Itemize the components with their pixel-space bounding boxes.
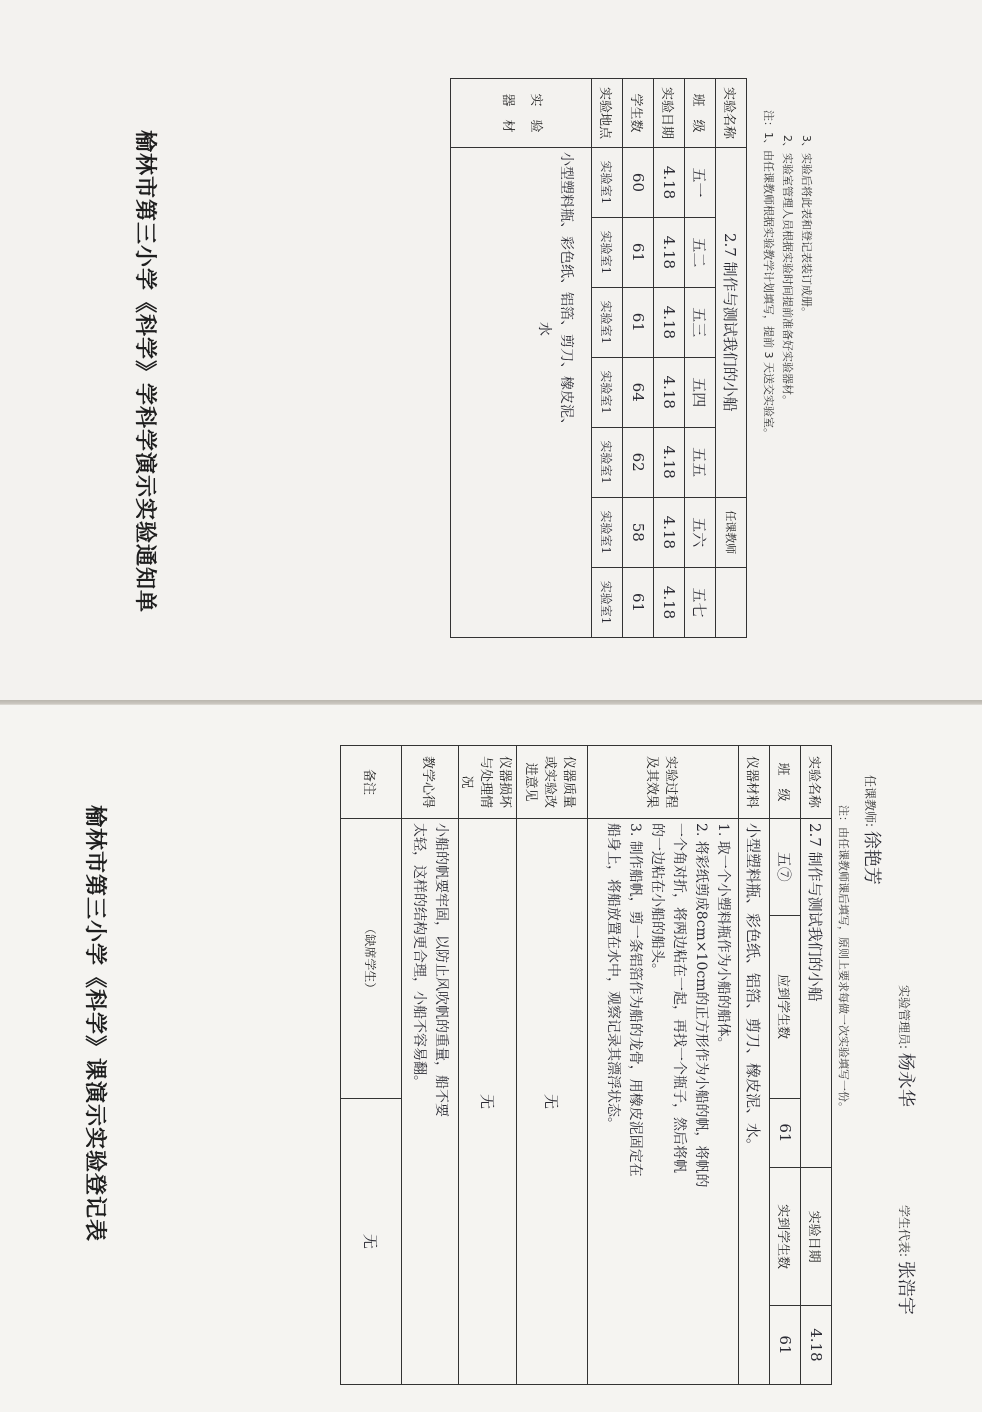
class-cell: 五七 — [685, 568, 716, 638]
rep-name: 张浩宇 — [895, 1260, 916, 1315]
date-cell: 4.18 — [654, 568, 685, 638]
class-cell: 五一 — [685, 148, 716, 218]
date-cell: 4.18 — [654, 497, 685, 567]
materials-cell — [451, 148, 592, 638]
record-date: 4.18 — [801, 1305, 832, 1384]
notice-note: 3、实验后将此表和登记表装订成册。 — [800, 135, 813, 318]
process-line: 的一边粘在小船的船头。 — [649, 823, 665, 977]
rep-label: 学生代表: — [897, 1205, 911, 1258]
process-line: 2. 将彩纸剪成8cm×10cm的正方形作为小船的帆，将帆的 — [693, 823, 709, 1188]
teacher-cell — [716, 568, 747, 638]
label-quality: 仪器质量或实验改进意见 — [517, 746, 588, 819]
record-materials: 小型塑料瓶、彩色纸、铝箔、剪刀、橡皮泥、水。 — [739, 819, 770, 1385]
students-cell: 60 — [623, 148, 654, 218]
notice-table — [450, 78, 747, 638]
record-sheet — [0, 704, 982, 1412]
label-reflection: 教学心得 — [402, 746, 459, 819]
process-line: 3. 制作船帆，剪一条铝箔作为船的龙骨，用橡皮泥固定在 — [627, 823, 643, 1177]
record-note: 注：由任课教师课后填写，原则上要求每做一次实验填写一份。 — [837, 805, 850, 1113]
students-cell: 62 — [623, 427, 654, 497]
label-experiment-name: 实验名称 — [716, 79, 747, 148]
process-line: 1. 取一个小塑料瓶作为小船的船体。 — [715, 823, 731, 1051]
reflection-line: 小船的帆要牢固，以防止风吹帆的重量，船不要 — [433, 823, 449, 1117]
label-class: 班 级 — [770, 746, 801, 819]
class-cell: 五二 — [685, 217, 716, 287]
student-rep-signature — [894, 1205, 920, 1315]
location-cell: 实验室1 — [592, 568, 623, 638]
students-cell: 61 — [623, 217, 654, 287]
label-damage: 仪器损坏与处理情况 — [459, 746, 517, 819]
label-students: 学生数 — [623, 79, 654, 148]
label-teacher: 任课教师 — [716, 497, 747, 567]
class-cell: 五四 — [685, 357, 716, 427]
record-quality: 无 — [517, 819, 588, 1385]
teacher-signature — [860, 775, 886, 885]
record-damage: 无 — [459, 819, 517, 1385]
materials-line: 水 — [536, 322, 552, 336]
record-reflection — [402, 819, 459, 1385]
date-cell: 4.18 — [654, 148, 685, 218]
record-table — [340, 745, 832, 1385]
label-materials: 实 验 器 材 — [451, 79, 592, 148]
manager-signature — [894, 985, 920, 1107]
label-remark: 备注 — [341, 746, 402, 819]
location-cell: 实验室1 — [592, 427, 623, 497]
teacher-name: 徐艳芳 — [861, 830, 882, 885]
process-line: 一个角对折，将两边粘在一起，再找一个瓶子，然后将帆 — [671, 823, 687, 1173]
students-cell: 58 — [623, 497, 654, 567]
record-expected: 61 — [770, 1098, 801, 1168]
reflection-line: 太轻，这样的结构更合理，小船不容易翻。 — [411, 823, 427, 1089]
students-cell: 61 — [623, 568, 654, 638]
manager-name: 杨永华 — [895, 1052, 916, 1107]
class-cell: 五五 — [685, 427, 716, 497]
teacher-label: 任课教师: — [863, 775, 877, 828]
location-cell: 实验室1 — [592, 357, 623, 427]
record-actual: 61 — [770, 1305, 801, 1384]
label-absent: （缺席学生） — [341, 819, 402, 1099]
notice-experiment-name: 2.7 制作与测试我们的小船 — [716, 148, 747, 498]
location-cell: 实验室1 — [592, 497, 623, 567]
record-process — [588, 819, 739, 1385]
record-remark: 无 — [341, 1098, 402, 1384]
location-cell: 实验室1 — [592, 287, 623, 357]
location-cell: 实验室1 — [592, 148, 623, 218]
date-cell: 4.18 — [654, 427, 685, 497]
materials-line: 小型塑料瓶、彩色纸、铝箔、剪刀、橡皮泥、 — [558, 152, 574, 432]
record-title: 榆林市第三小学《科学》课演示实验登记表 — [82, 805, 107, 1243]
process-line: 船身上，将船放置在水中，观察记录其漂浮状态。 — [605, 823, 621, 1131]
class-cell: 五六 — [685, 497, 716, 567]
label-experiment-name: 实验名称 — [801, 746, 832, 819]
label-materials: 仪器材料 — [739, 746, 770, 819]
label-location: 实验地点 — [592, 79, 623, 148]
students-cell: 64 — [623, 357, 654, 427]
location-cell: 实验室1 — [592, 217, 623, 287]
date-cell: 4.18 — [654, 217, 685, 287]
label-process: 实验过程及其效果 — [588, 746, 739, 819]
label-date: 实验日期 — [801, 1168, 832, 1306]
notice-note: 2、实验室管理人员根据实验时间提前准备好实验器材。 — [781, 135, 794, 406]
label-date: 实验日期 — [654, 79, 685, 148]
notice-title: 榆林市第三小学《科学》学科学演示实验通知单 — [132, 130, 157, 614]
label-class: 班 级 — [685, 79, 716, 148]
date-cell: 4.18 — [654, 287, 685, 357]
record-class: 五⑦ — [770, 819, 801, 916]
class-cell: 五三 — [685, 287, 716, 357]
notice-note: 注：1、由任课教师根据实验教学计划填写，提前 3 天送交实验室。 — [762, 110, 775, 439]
label-expected: 应到学生数 — [770, 915, 801, 1098]
students-cell: 61 — [623, 287, 654, 357]
label-actual: 实到学生数 — [770, 1168, 801, 1306]
record-experiment-name: 2.7 制作与测试我们的小船 — [801, 819, 832, 1168]
manager-label: 实验管理员: — [897, 985, 911, 1050]
date-cell: 4.18 — [654, 357, 685, 427]
